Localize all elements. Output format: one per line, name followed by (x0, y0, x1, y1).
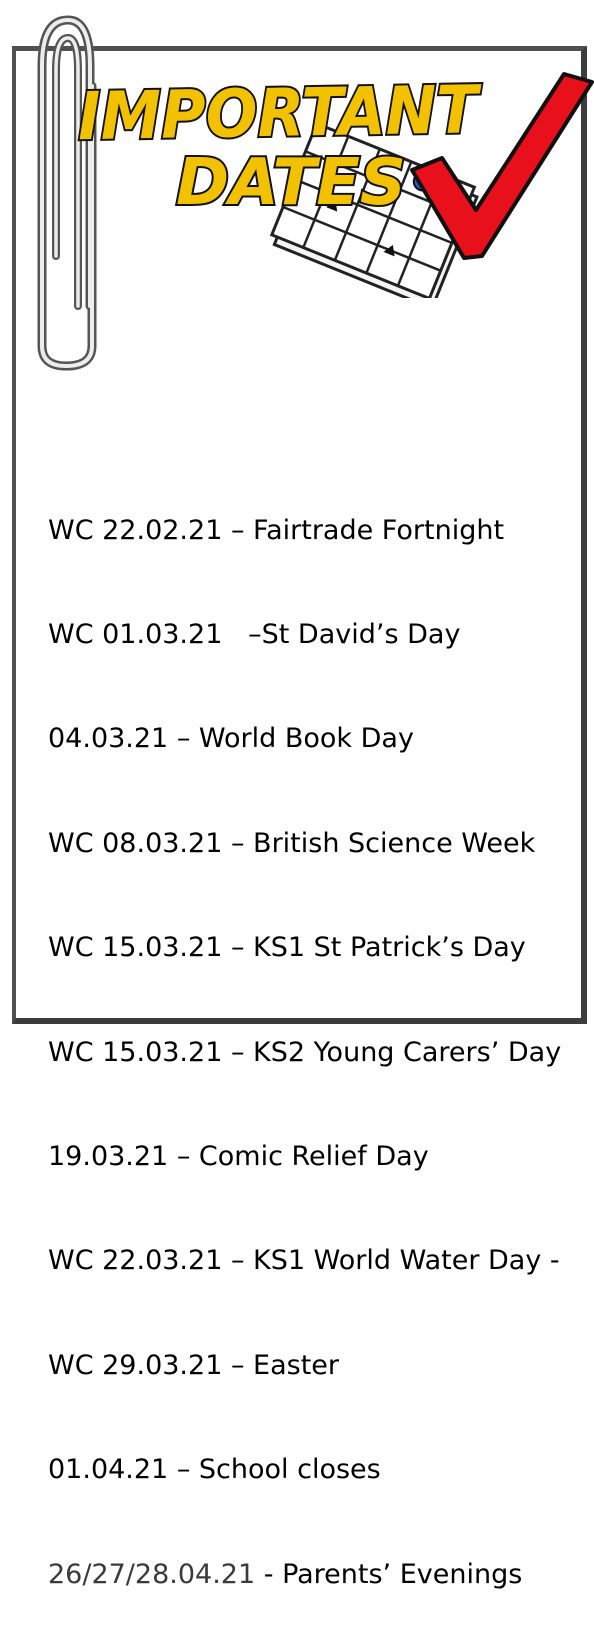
event-separator: – (222, 1349, 254, 1381)
list-item (48, 931, 561, 966)
event-date: WC 29.03.21 (48, 1349, 223, 1381)
important-dates-banner (64, 58, 594, 298)
event-separator: – (222, 618, 262, 650)
important-dates-list (48, 444, 561, 1627)
event-date: 01.04.21 (48, 1454, 169, 1486)
event-separator: – (168, 723, 199, 755)
event-name: World Book Day (198, 723, 414, 755)
event-name: Fairtrade Fortnight (253, 514, 505, 546)
event-separator: – (222, 514, 254, 546)
event-separator: – (222, 1036, 254, 1068)
list-item (48, 827, 561, 862)
event-date: WC 15.03.21 (48, 932, 223, 964)
event-name: KS2 Young Carers’ Day (253, 1036, 562, 1068)
list-item (48, 1453, 561, 1488)
event-date: WC 22.03.21 (48, 1245, 223, 1277)
list-item (48, 1244, 561, 1279)
list-item (48, 722, 561, 757)
list-item (48, 1140, 561, 1175)
event-separator: – (222, 932, 254, 964)
event-name: Comic Relief Day (198, 1140, 429, 1172)
event-date: WC 01.03.21 (48, 618, 223, 650)
event-date: 04.03.21 (48, 723, 169, 755)
event-name: Parents’ Evenings (282, 1558, 523, 1590)
event-date: WC 08.03.21 (48, 827, 223, 859)
event-separator: – (222, 1245, 254, 1277)
event-name: St David’s Day (261, 618, 461, 650)
list-item (48, 514, 561, 549)
event-name: KS1 St Patrick’s Day (253, 932, 526, 964)
event-name: School closes (198, 1454, 381, 1486)
heading-line-2: DATES (176, 146, 406, 220)
event-date: 26/27/28.04.21 (48, 1558, 256, 1590)
event-name: KS1 World Water Day - (253, 1245, 560, 1277)
event-date: WC 15.03.21 (48, 1036, 223, 1068)
heading-line-1: IMPORTANT (77, 70, 513, 156)
list-item (48, 618, 561, 653)
list-item (48, 1558, 561, 1593)
event-separator: – (222, 827, 254, 859)
event-separator: - (255, 1558, 283, 1590)
event-date: WC 22.02.21 (48, 514, 223, 546)
event-date: 19.03.21 (48, 1140, 169, 1172)
event-name: British Science Week (253, 827, 536, 859)
event-separator: – (168, 1454, 199, 1486)
event-name: Easter (253, 1349, 340, 1381)
list-item (48, 1036, 561, 1071)
list-item (48, 1349, 561, 1384)
event-separator: – (168, 1140, 199, 1172)
